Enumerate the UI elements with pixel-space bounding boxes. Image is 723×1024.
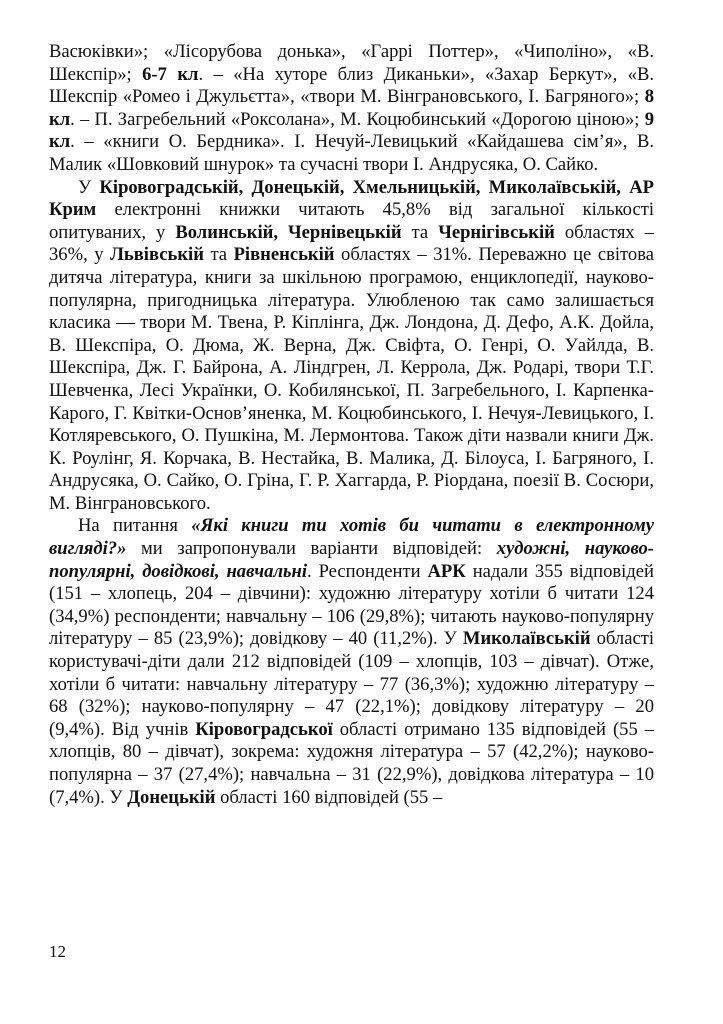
- text-run: області отримано 135 відповідей (55 – хлопців, 80 – дівчат), зокрема: художня література – 57 (42,2%); науково-популярна – 37 (27,4%); навчальна – 31 (22,9%), довідкова література – 10 (7,4%). У: [49, 718, 655, 808]
- emphasized-text: 6-7 кл: [142, 63, 199, 85]
- emphasized-text: Кіровоградській, Донецькій, Хмельницькій, Миколаївській, АР Крим: [49, 176, 654, 221]
- paragraph: [49, 177, 654, 516]
- text-run: області користувачі-діти дали 212 відповідей (109 – хлопців, 103 – дівчат). Отже, хотіли б читати: навчальну літературу – 77 (36,3%); художню літературу – 68 (32%); науково-популярну – 47 (22,1%); довідкову літературу – 20 (9,4%). Від учнів: [49, 628, 654, 740]
- emphasized-text: Львівській: [110, 244, 204, 266]
- emphasized-text: Донецькій: [127, 786, 216, 808]
- emphasized-text: Волинській, Чернівецькій: [175, 221, 402, 243]
- text-run: ми запропонували варіанти відповідей:: [126, 538, 497, 560]
- text-run: Васюківки»; «Лісорубова донька», «Гаррі Поттер», «Чиполіно», «В. Шекспір»;: [49, 41, 654, 85]
- text-run: та: [203, 244, 234, 266]
- text-run: надали 355 відповідей (151 – хлопець, 204 – дівчини): художню літературу хотіли б читати 124 (34,9%) респонденти; навчальну – 106 (29,8%); читають науково-популярну літературу – 85 (23,9%); довідкову – 40 (11,2%). У: [49, 560, 654, 650]
- emphasized-text: Кіровоградської: [195, 718, 333, 740]
- text-run: . – «На хуторе близ Диканьки», «Захар Беркут», «В. Шекспір «Ромео і Джульєтта», «твори М. Вінграновського, І. Багряного»;: [49, 63, 654, 108]
- paragraph: [49, 515, 654, 809]
- emphasized-text: Рівненській: [233, 244, 335, 266]
- emphasized-text: АРК: [427, 560, 466, 582]
- page-body: [49, 41, 654, 809]
- emphasized-text: 9 кл: [49, 108, 654, 153]
- text-run: На питання: [78, 515, 192, 537]
- emphasized-text: художні, науково-популярні, довідкові, навчальні: [49, 538, 654, 582]
- text-run: та: [401, 221, 439, 243]
- text-run: електронні книжки читають 45,8% від загальної кількості опитуваних, у: [49, 199, 654, 243]
- text-run: . – П. Загребельний «Роксолана», М. Коцюбинський «Дорогою ціною»;: [70, 108, 645, 130]
- emphasized-text: 8 кл: [49, 86, 654, 130]
- emphasized-text: Чернігівській: [438, 221, 555, 243]
- emphasized-text: Миколаївській: [462, 628, 591, 650]
- text-run: У: [78, 176, 100, 198]
- text-run: областях – 36%, у: [49, 221, 655, 266]
- emphasized-text: «Які книги ти хотів би читати в електронному вигляді?»: [49, 515, 654, 560]
- text-run: . – «книги О. Бердника». І. Нечуй-Левицький «Кайдашева сім’я», В. Малик «Шовковий шнурок» та сучасні твори І. Андрусяка, О. Сайко.: [49, 131, 654, 175]
- page-number: 12: [49, 942, 66, 961]
- text-run: . Респонденти: [307, 560, 428, 582]
- text-run: області 160 відповідей (55 –: [215, 786, 443, 808]
- text-run: областях – 31%. Переважно це світова дитяча література, книги за шкільною програмою, енциклопедії, науково-популярна, пригодницька література. Улюбленою так само залишається класика — твори М. Твена, Р. Кіплінга, Дж. Лондона, Д. Дефо, А.К. Дойла, В. Шекспіра, О. Дюма, Ж. Верна, Дж. Свіфта, О. Генрі, О. Уайлда, В. Шекспіра, Дж. Г. Байрона, А. Ліндгрен, Л. Керрола, Дж. Родарі, твори Т.Г. Шевченка, Лесі Українки, О. Кобилянської, П. Загребельного, І. Карпенка-Карого, Г. Квітки-Основ’яненка, М. Коцюбинського, І. Нечуя-Левицького, І. Котляревського, О. Пушкіна, М. Лермонтова. Також діти назвали книги Дж. К. Роулінг, Я. Корчака, В. Нестайка, В. Малика, Д. Білоуса, І. Багряного, І. Андрусяка, О. Сайко, О. Гріна, Г. Р. Хаггарда, Р. Ріордана, поезії В. Сосюри, М. Вінграновського.: [49, 244, 654, 514]
- paragraph: [49, 41, 654, 177]
